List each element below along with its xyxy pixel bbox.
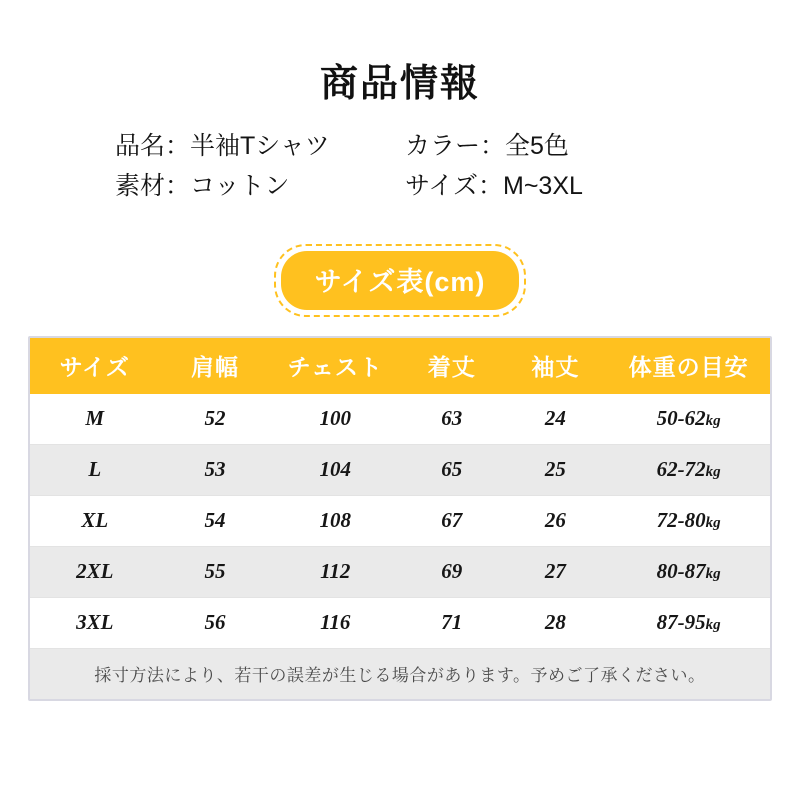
cell-length: 69 (400, 546, 504, 597)
size-chart-table-wrap (28, 336, 772, 701)
column-header-sleeve: 袖丈 (504, 338, 608, 394)
cell-length: 65 (400, 444, 504, 495)
cell-size: M (30, 394, 160, 445)
product-attribute-row (100, 126, 700, 167)
cell-sleeve: 27 (504, 546, 608, 597)
cell-weight (607, 444, 770, 495)
cell-sleeve: 25 (504, 444, 608, 495)
cell-sleeve: 28 (504, 597, 608, 648)
cell-weight (607, 495, 770, 546)
cell-length: 63 (400, 394, 504, 445)
product-attribute-list (100, 126, 700, 207)
size-chart-badge (281, 251, 520, 310)
weight-unit: kg (705, 515, 721, 532)
page-title: 商品情報 (319, 63, 480, 105)
cell-chest: 108 (271, 495, 401, 546)
weight-value: 80-87 (656, 559, 706, 584)
weight-unit: kg (705, 464, 721, 481)
table-row (30, 495, 770, 546)
cell-size: 3XL (30, 597, 160, 648)
size-chart-badge-label: サイズ表(cm) (314, 266, 486, 297)
table-note-row (30, 648, 770, 699)
cell-size: 2XL (30, 546, 160, 597)
product-color-label: カラー：全5色 (405, 131, 569, 160)
cell-shoulder: 55 (160, 546, 271, 597)
cell-shoulder: 53 (160, 444, 271, 495)
cell-sleeve: 26 (504, 495, 608, 546)
table-header (30, 338, 770, 394)
cell-shoulder: 54 (160, 495, 271, 546)
weight-unit: kg (705, 413, 721, 430)
cell-sleeve: 24 (504, 394, 608, 445)
size-chart-badge-wrap (0, 251, 800, 310)
column-header-shoulder: 肩幅 (160, 338, 271, 394)
cell-chest: 116 (271, 597, 401, 648)
table-body (30, 394, 770, 699)
cell-size: XL (30, 495, 160, 546)
table-row (30, 546, 770, 597)
table-header-row (30, 338, 770, 394)
weight-value: 62-72 (656, 457, 706, 482)
product-info-section (0, 0, 800, 207)
product-material-label: 素材：コットン (115, 172, 290, 201)
cell-weight (607, 394, 770, 445)
cell-length: 67 (400, 495, 504, 546)
weight-unit: kg (705, 617, 721, 634)
cell-chest: 100 (271, 394, 401, 445)
size-chart-table (30, 338, 770, 699)
column-header-chest: チェスト (271, 338, 401, 394)
product-name-label: 品名：半袖Tシャツ (115, 131, 330, 160)
table-row (30, 597, 770, 648)
column-header-size: サイズ (30, 338, 160, 394)
weight-value: 50-62 (656, 406, 706, 431)
product-size-range-label: サイズ：M~3XL (405, 172, 583, 201)
column-header-length: 着丈 (400, 338, 504, 394)
cell-shoulder: 52 (160, 394, 271, 445)
cell-chest: 104 (271, 444, 401, 495)
column-header-weight: 体重の目安 (607, 338, 770, 394)
cell-weight (607, 546, 770, 597)
weight-value: 72-80 (656, 508, 706, 533)
table-row (30, 394, 770, 445)
weight-value: 87-95 (656, 610, 706, 635)
cell-weight (607, 597, 770, 648)
measurement-note: 採寸方法により、若干の誤差が生じる場合があります。予めご了承ください。 (30, 648, 770, 699)
cell-shoulder: 56 (160, 597, 271, 648)
weight-unit: kg (705, 566, 721, 583)
product-attribute-row (100, 166, 700, 207)
cell-length: 71 (400, 597, 504, 648)
cell-chest: 112 (271, 546, 401, 597)
cell-size: L (30, 444, 160, 495)
table-row (30, 444, 770, 495)
